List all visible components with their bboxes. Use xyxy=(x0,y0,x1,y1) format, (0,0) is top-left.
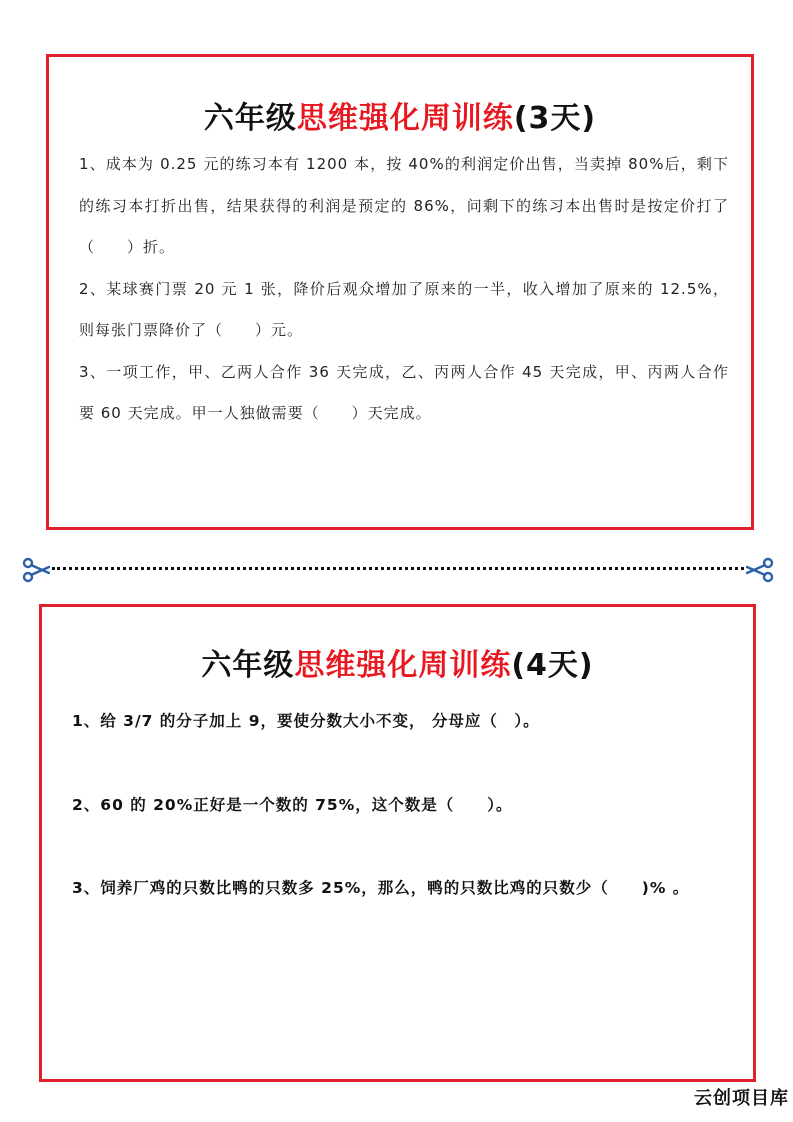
scissors-icon xyxy=(746,556,774,584)
card-title xyxy=(42,640,753,684)
question-2: 2、60 的 20%正好是一个数的 75%，这个数是（ ）。 xyxy=(72,796,513,814)
title-prefix: 六年级 xyxy=(203,101,297,136)
question-list xyxy=(79,144,729,435)
question-2: 2、某球赛门票 20 元 1 张，降价后观众增加了原来的一半，收入增加了原来的 12.5%，则每张门票降价了（ ）元。 xyxy=(79,279,729,339)
question-1: 1、成本为 0.25 元的练习本有 1200 本，按 40%的利润定价出售，当卖掉 80%后，剩下的练习本打折出售，结果获得的利润是预定的 86%，问剩下的练习本出售时是按定价打了（ ）折。 xyxy=(79,155,729,256)
question-1: 1、给 3/7 的分子加上 9，要使分数大小不变， 分母应（ ）。 xyxy=(72,712,540,730)
title-highlight: 思维强化周训练 xyxy=(294,648,512,683)
title-suffix: (4天) xyxy=(511,648,594,683)
title-suffix: (3天) xyxy=(513,101,597,136)
scissors-icon xyxy=(22,556,50,584)
cut-line xyxy=(22,556,774,584)
title-highlight: 思维强化周训练 xyxy=(296,101,514,136)
question-3: 3、饲养厂鸡的只数比鸭的只数多 25%，那么，鸭的只数比鸡的只数少（ )% 。 xyxy=(72,879,690,897)
watermark-text: 云创项目库 xyxy=(694,1088,789,1109)
title-prefix: 六年级 xyxy=(201,648,295,683)
dotted-divider xyxy=(52,567,744,570)
question-3: 3、一项工作，甲、乙两人合作 36 天完成，乙、丙两人合作 45 天完成，甲、丙两人合作要 60 天完成。甲一人独做需要（ ）天完成。 xyxy=(79,362,729,422)
card-title xyxy=(49,93,751,137)
worksheet-card-day3 xyxy=(46,54,754,530)
worksheet-card-day4 xyxy=(39,604,756,1082)
